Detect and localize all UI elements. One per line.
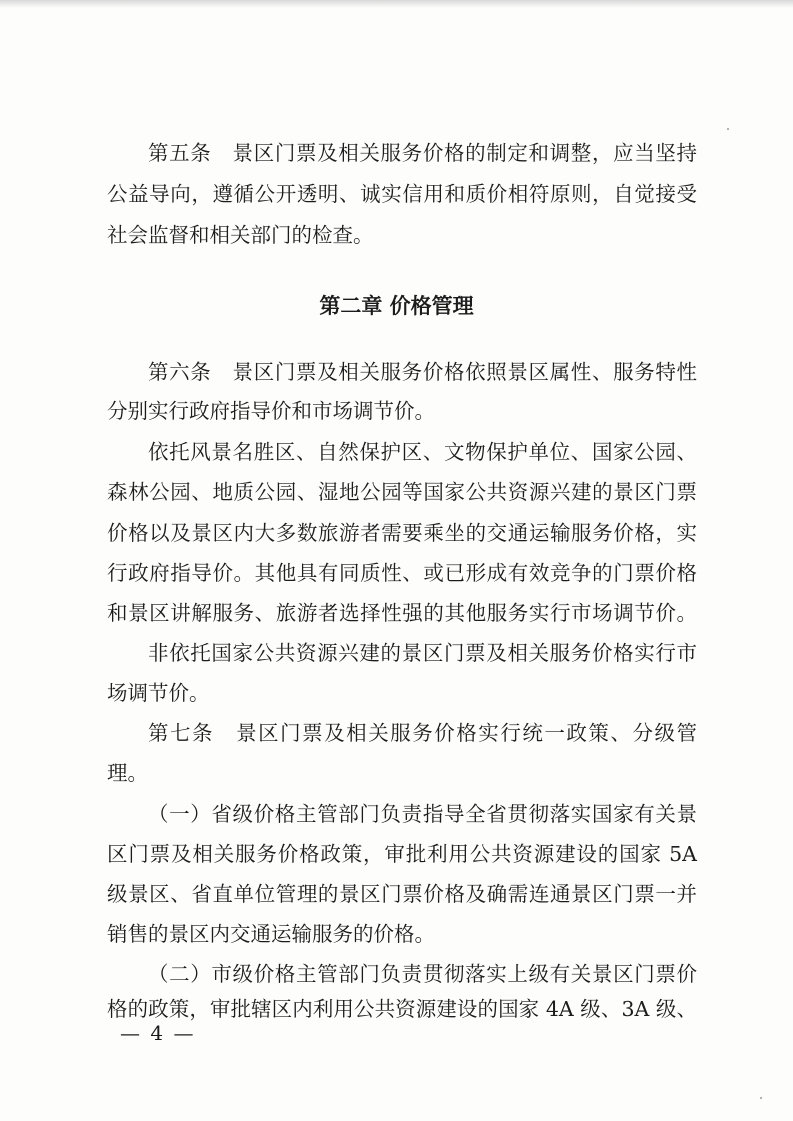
article6-line1: 第六条 景区门票及相关服务价格依照景区属性、服务特性: [148, 360, 697, 384]
article7-line1: 第七条 景区门票及相关服务价格实行统一政策、分级管: [148, 721, 697, 745]
para-government-line3: 价格以及景区内大多数旅游者需要乘坐的交通运输服务价格，实: [107, 521, 697, 545]
page-number: — 4 —: [120, 1021, 196, 1045]
scan-speck: [760, 1097, 762, 1099]
item2-line2: 格的政策，审批辖区内利用公共资源建设的国家 4A 级、3A 级、: [107, 997, 697, 1021]
article5-line1: 第五条 景区门票及相关服务价格的制定和调整，应当坚持: [148, 141, 697, 165]
para-government-line5: 和景区讲解服务、旅游者选择性强的其他服务实行市场调节价。: [107, 601, 697, 625]
scan-speck: [727, 128, 729, 130]
chapter-title: 第二章 价格管理: [319, 294, 474, 318]
item2-line1: （二）市级价格主管部门负责贯彻落实上级有关景区门票价: [148, 962, 697, 986]
item1-line4: 销售的景区内交通运输服务的价格。: [107, 922, 435, 946]
para-government-line2: 森林公园、地质公园、湿地公园等国家公共资源兴建的景区门票: [107, 480, 697, 504]
item1-line3: 级景区、省直单位管理的景区门票价格及确需连通景区门票一并: [107, 882, 697, 906]
para-market-line1: 非依托国家公共资源兴建的景区门票及相关服务价格实行市: [148, 641, 697, 665]
item1-line1: （一）省级价格主管部门负责指导全省贯彻落实国家有关景: [148, 802, 697, 826]
para-government-line1: 依托风景名胜区、自然保护区、文物保护单位、国家公园、: [148, 440, 697, 464]
para-government-line4: 行政府指导价。其他具有同质性、或已形成有效竞争的门票价格: [107, 561, 697, 585]
article7-line2: 理。: [107, 761, 148, 785]
item1-line2: 区门票及相关服务价格政策，审批利用公共资源建设的国家 5A: [107, 842, 697, 866]
scan-top-edge: [0, 0, 793, 8]
article6-line2: 分别实行政府指导价和市场调节价。: [107, 399, 435, 423]
article5-line2: 公益导向，遵循公开透明、诚实信用和质价相符原则，自觉接受: [107, 182, 697, 206]
article5-line3: 社会监督和相关部门的检查。: [107, 223, 374, 247]
para-market-line2: 场调节价。: [107, 681, 210, 705]
